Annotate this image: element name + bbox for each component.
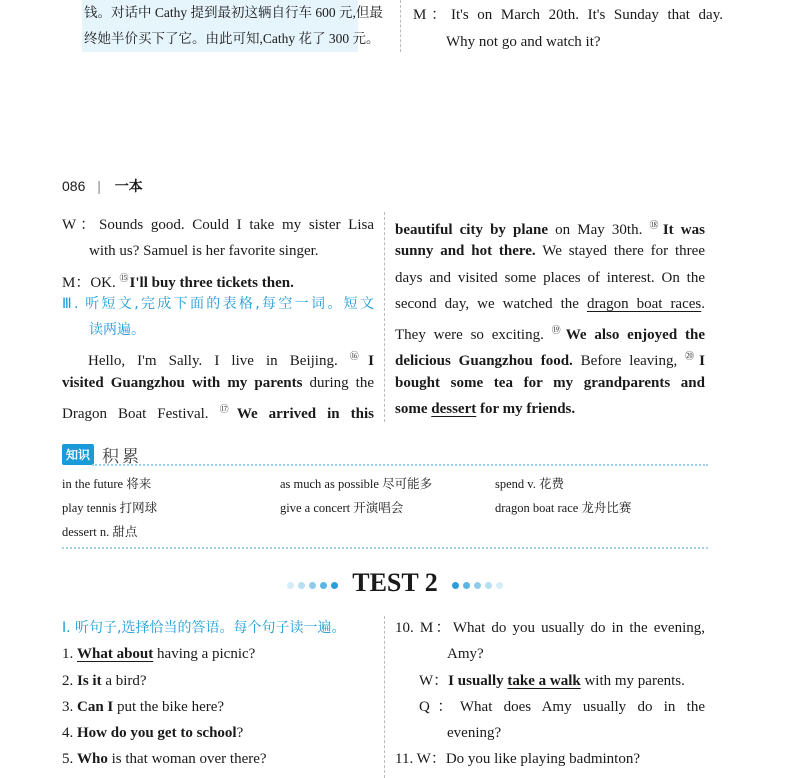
decor-dot <box>331 582 338 589</box>
text-segment: 3. <box>62 698 77 715</box>
text-segment: . <box>701 295 705 312</box>
text-segment: visited Guangzhou with my parents <box>62 374 303 391</box>
text-segment: I <box>699 353 705 370</box>
text-segment: I <box>368 353 374 370</box>
text-line <box>395 265 705 291</box>
text-line <box>395 343 705 369</box>
vocabulary-item: dessert n. 甜点 <box>62 525 138 539</box>
text-line <box>395 668 705 694</box>
right-text-column <box>395 212 705 422</box>
page-header <box>62 176 143 196</box>
text-segment: M： <box>62 274 91 291</box>
text-line <box>62 615 374 641</box>
text-segment: I'll buy three tickets then. <box>129 274 294 291</box>
text-line <box>62 746 374 772</box>
text-segment: Before leaving, <box>572 353 686 370</box>
text-segment: W： <box>62 217 100 233</box>
column-divider <box>384 212 385 422</box>
answer-underline: What about <box>77 646 154 663</box>
text-segment: second day, we watched the <box>395 295 587 312</box>
decor-dot <box>309 582 316 589</box>
text-segment: beautiful city by plane <box>395 222 549 238</box>
text-line <box>62 265 374 291</box>
text-segment: delicious Guangzhou food. <box>395 353 573 370</box>
text-segment: M： <box>413 7 452 23</box>
vocabulary-item: dragon boat race 龙舟比赛 <box>495 501 632 515</box>
dotted-divider <box>92 464 708 466</box>
answer-underline: dessert <box>431 401 477 418</box>
text-line <box>395 291 705 317</box>
dotted-divider <box>62 547 708 549</box>
text-segment: Dragon Boat Festival. <box>62 406 220 423</box>
text-segment: I usually <box>448 672 508 689</box>
text-segment: on May 30th. <box>548 222 650 238</box>
text-line <box>413 29 723 56</box>
knowledge-header <box>62 444 708 466</box>
text-segment: with us? Samuel is her favorite singer. <box>89 243 319 260</box>
text-segment: Amy? <box>447 646 484 663</box>
brand-logo: 一本 <box>114 179 143 195</box>
test-left-column <box>62 615 374 773</box>
text-line <box>395 641 705 667</box>
sentence-number-marker: ⑳ <box>685 351 699 362</box>
text-line <box>62 291 374 317</box>
text-segment: Why not go and watch it? <box>446 34 601 50</box>
decor-dot <box>474 582 481 589</box>
vocabulary-item: spend v. 花费 <box>495 477 564 491</box>
text-segment: 11. W： <box>395 751 446 768</box>
vocabulary-item: in the future 将来 <box>62 477 152 491</box>
text-segment: Can I <box>77 698 114 715</box>
text-segment: It was <box>662 222 705 238</box>
explanation-line: 钱。对话中 Cathy 提到最初这辆自行车 600 元,但最 <box>84 5 383 20</box>
text-segment: They were so exciting. <box>395 327 552 344</box>
text-line <box>395 370 705 396</box>
text-segment: Is it <box>77 672 102 689</box>
text-line <box>413 2 723 29</box>
text-line <box>62 694 374 720</box>
left-text-column <box>62 212 374 422</box>
text-segment: Sounds good. Could I take my sister Lisa <box>99 217 374 233</box>
text-segment: OK. <box>90 274 120 291</box>
text-line <box>395 694 705 720</box>
text-segment: 5. <box>62 751 77 768</box>
text-segment: W： <box>419 672 449 689</box>
text-segment: Q： <box>419 698 460 715</box>
text-segment: is that woman over there? <box>107 751 267 768</box>
answer-underline: take a walk <box>507 672 581 689</box>
text-line <box>62 212 374 238</box>
text-segment: bought some tea for my grandparents and <box>395 374 705 391</box>
column-divider <box>400 0 401 52</box>
decor-dot <box>298 582 305 589</box>
text-segment: What does Amy usually do in the <box>459 698 705 715</box>
text-segment: some <box>395 401 432 418</box>
text-line <box>62 668 374 694</box>
section-instruction: Ⅰ. 听句子,选择恰当的答语。每个句子读一遍。 <box>62 620 346 636</box>
text-line <box>62 720 374 746</box>
decor-dot <box>452 582 459 589</box>
text-line <box>62 317 374 343</box>
text-line <box>62 641 374 667</box>
text-segment: having a picnic? <box>153 646 256 663</box>
decor-dot <box>485 582 492 589</box>
decor-dot <box>287 582 294 589</box>
text-line <box>395 720 705 746</box>
text-segment: during the <box>302 374 374 391</box>
text-segment: 1. <box>62 646 77 663</box>
test-right-column <box>395 615 705 773</box>
text-line <box>395 317 705 343</box>
text-line <box>62 370 374 396</box>
text-segment: 10. M： <box>395 620 453 636</box>
knowledge-badge: 知识 <box>62 444 94 465</box>
text-segment: Hello, I'm Sally. I live in Beijing. <box>88 353 350 370</box>
test-title: TEST 2 <box>352 568 438 597</box>
text-line <box>62 396 374 422</box>
section-instruction: 读两遍。 <box>89 322 145 339</box>
answer-underline: dragon boat races <box>586 295 702 312</box>
sentence-number-marker: ⑰ <box>219 404 236 415</box>
text-segment: We also enjoyed the <box>565 327 705 344</box>
text-segment: for my friends. <box>476 401 576 418</box>
text-segment: days and visited some places of interest. On the <box>395 269 705 286</box>
knowledge-title: 积累 <box>102 447 142 467</box>
text-line <box>395 615 705 641</box>
text-line <box>62 238 374 264</box>
text-segment: 4. <box>62 725 77 742</box>
text-line <box>395 212 705 238</box>
sentence-number-marker: ⑮ <box>119 272 129 283</box>
decor-dot <box>496 582 503 589</box>
text-line <box>395 746 705 772</box>
text-segment: with my parents. <box>580 672 685 689</box>
text-segment: put the bike here? <box>113 698 225 715</box>
text-segment: It's on March 20th. It's Sunday that day. <box>451 7 723 23</box>
text-segment: We arrived in this <box>236 406 374 423</box>
text-line <box>395 238 705 264</box>
text-line <box>395 396 705 422</box>
page-number: 086 <box>62 178 86 194</box>
text-segment: evening? <box>447 725 502 742</box>
text-segment: 2. <box>62 672 77 689</box>
vocabulary-item: give a concert 开演唱会 <box>280 501 404 515</box>
text-segment: We stayed there for three <box>535 243 705 260</box>
text-segment: What do you usually do in the evening, <box>452 620 705 636</box>
decor-dot <box>463 582 470 589</box>
text-segment: ? <box>236 725 244 742</box>
text-segment: a bird? <box>101 672 147 689</box>
text-segment: How do you get to school <box>77 725 237 742</box>
section-instruction: Ⅲ. 听短文,完成下面的表格,每空一词。短文 <box>62 295 374 312</box>
answer-explanation-box <box>82 0 383 52</box>
sentence-number-marker: ⑲ <box>551 325 565 336</box>
column-divider <box>384 616 385 778</box>
text-segment: Do you like playing badminton? <box>445 751 640 768</box>
vocabulary-item: play tennis 打网球 <box>62 501 158 515</box>
sentence-number-marker: ⑱ <box>649 220 662 230</box>
sentence-number-marker: ⑯ <box>349 351 368 362</box>
dialogue-continuation <box>413 2 723 56</box>
header-separator: | <box>97 178 101 194</box>
vocabulary-item: as much as possible 尽可能多 <box>280 477 433 491</box>
explanation-line: 终她半价买下了它。由此可知,Cathy 花了 300 元。 <box>84 31 380 47</box>
decor-dot <box>320 582 327 589</box>
text-line <box>62 343 374 369</box>
text-segment: sunny and hot there. <box>395 243 536 260</box>
test-heading <box>0 568 790 598</box>
text-segment: Who <box>77 751 108 768</box>
